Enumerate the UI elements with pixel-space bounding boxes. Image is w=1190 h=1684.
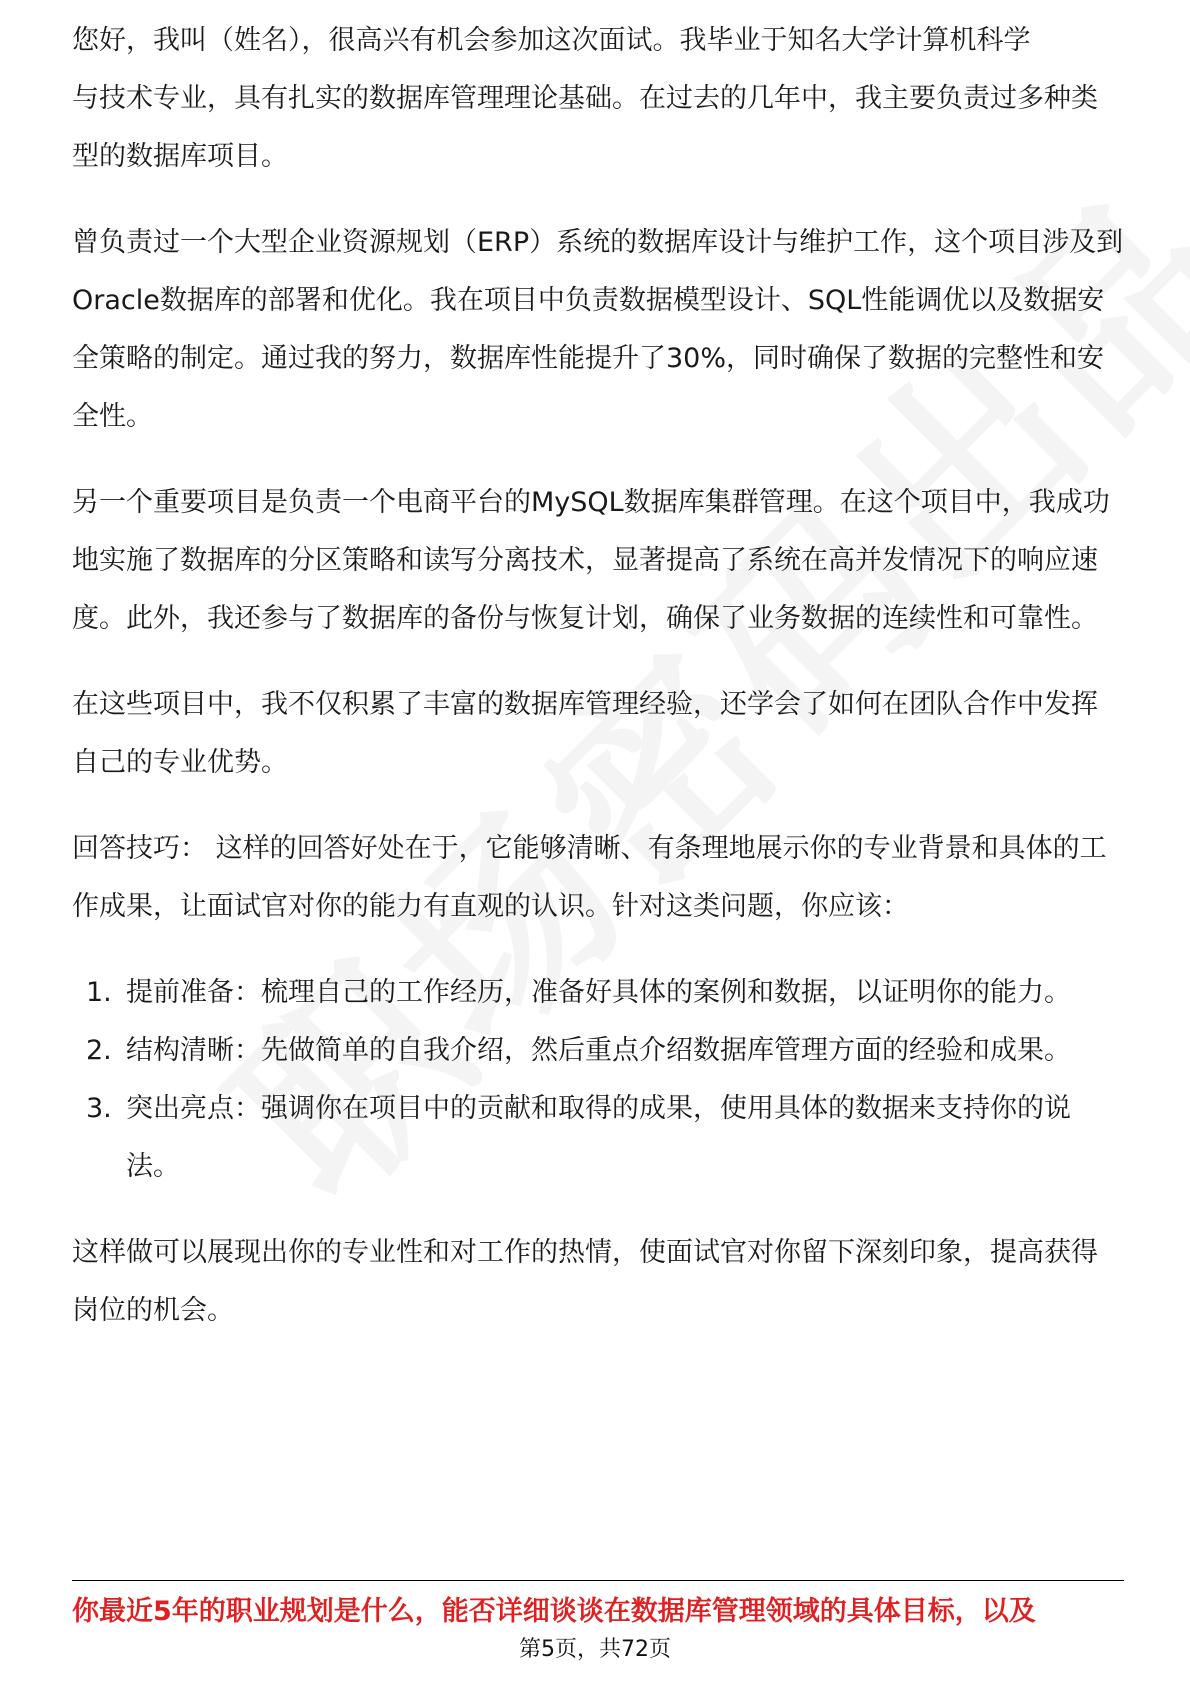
list-item xyxy=(72,1022,1124,1080)
paragraph-erp-project: 曾负责过一个大型企业资源规划（ERP）系统的数据库设计与维护工作，这个项目涉及到Oracle数据库的部署和优化。我在项目中负责数据模型设计、SQL性能调优以及数据安全策略的制定。通过我的努力，数据库性能提升了30%，同时确保了数据的完整性和安全性。 xyxy=(72,227,1124,432)
paragraph-intro-top-line: 您好，我叫（姓名），很高兴有机会参加这次面试。我毕业于知名大学计算机科学 xyxy=(72,25,1031,56)
list-item-number: 2. xyxy=(86,1035,112,1066)
tips-list xyxy=(72,964,1124,1196)
list-item-text: 结构清晰：先做简单的自我介绍，然后重点介绍数据库管理方面的经验和成果。 xyxy=(126,1035,1071,1066)
list-item-number: 3. xyxy=(86,1093,112,1124)
list-item-text: 提前准备：梳理自己的工作经历，准备好具体的案例和数据，以证明你的能力。 xyxy=(126,977,1071,1008)
list-item-number: 1. xyxy=(86,977,112,1008)
paragraph-conclusion: 这样做可以展现出你的专业性和对工作的热情，使面试官对你留下深刻印象，提高获得岗位的机会。 xyxy=(72,1237,1098,1326)
page-footer: 第5页，共72页 xyxy=(519,1637,671,1662)
next-question-heading: 你最近5年的职业规划是什么，能否详细谈谈在数据库管理领域的具体目标，以及 xyxy=(72,1596,1036,1627)
list-item-text: 突出亮点：强调你在项目中的贡献和取得的成果，使用具体的数据来支持你的说法。 xyxy=(126,1093,1071,1182)
document-body xyxy=(72,0,1124,1368)
list-item xyxy=(72,1080,1124,1196)
paragraph-answer-tips: 回答技巧： 这样的回答好处在于，它能够清晰、有条理地展示你的专业背景和具体的工作成果，让面试官对你的能力有直观的认识。针对这类问题，你应该： xyxy=(72,833,1107,922)
paragraph-mysql-project: 另一个重要项目是负责一个电商平台的MySQL数据库集群管理。在这个项目中，我成功地实施了数据库的分区策略和读写分离技术，显著提高了系统在高并发情况下的响应速度。此外，我还参与了数据库的备份与恢复计划，确保了业务数据的连续性和可靠性。 xyxy=(72,487,1110,634)
section-divider xyxy=(72,1580,1124,1581)
paragraph-intro-clipped xyxy=(72,0,1124,70)
list-item xyxy=(72,964,1124,1022)
paragraph-intro: 与技术专业，具有扎实的数据库管理理论基础。在过去的几年中，我主要负责过多种类型的数据库项目。 xyxy=(72,83,1098,172)
paragraph-experience: 在这些项目中，我不仅积累了丰富的数据库管理经验，还学会了如何在团队合作中发挥自己的专业优势。 xyxy=(72,689,1098,778)
